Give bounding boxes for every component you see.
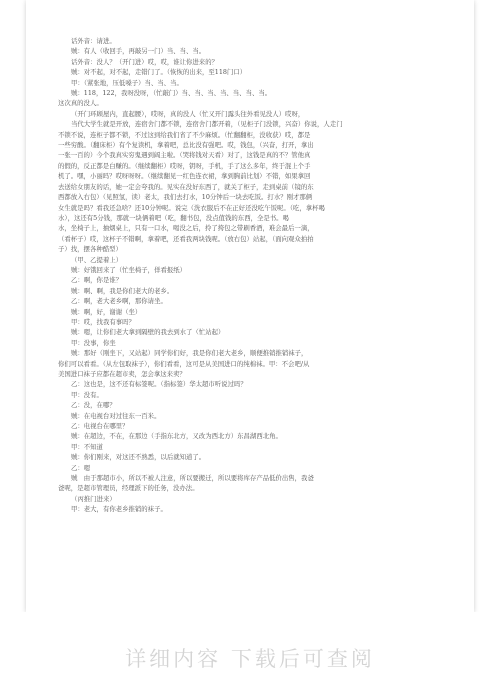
document-line: 美国进口袜子应都在超市卖，怎会拿这来卖？ bbox=[58, 370, 186, 378]
document-line: 这次真的没人。 bbox=[58, 99, 103, 108]
document-line: 水，坐椅子上，抽烟桌上，只有一口水，喝没之后，拎了挎包之带刷香酒，难会最后一滴， bbox=[58, 224, 314, 233]
document-line: 甲：（紧张地，压低嗓子）当、当、当。 bbox=[71, 78, 183, 87]
document-line: 爸呢，是超市管理员，经理派下的任务，没办法。 bbox=[58, 484, 199, 493]
document-line: 乙：这也是，这不还有标签呢。（指标签）华太超市听说过吗？ bbox=[71, 380, 247, 389]
document-line: 贼：在电视台对过往东一百米。 bbox=[71, 411, 161, 420]
document-line: 水），这还有5分钱，那就一块俩着吧（吃，翻书包，没点值钱的东西，全是书。喝 bbox=[58, 213, 289, 222]
document-line: 机了。嘿，小丽吗？哎呀呀呀。（继续翻见一红色连衣裙，拿到胸前比划）不错，如果拿回 bbox=[58, 172, 311, 181]
document-line: 甲：没事，你坐 bbox=[71, 338, 116, 347]
document-line: 的假的，反正都是白赚的。（继续翻柜）哎呀，钥呀，手机，手了这么多年，终于混上个手 bbox=[58, 161, 311, 170]
document-line: 贼：啊、啊，我是你们老大的老乡。 bbox=[71, 286, 174, 295]
document-line: 贼：嗯，让你们老大拿到隔壁的我去到水了（忙站起） bbox=[71, 328, 225, 337]
document-line: 当代大学生就是开放，连宿舍门都不锁，连宿舍门都开着，（见柜子门没锁，兴奋）你说，人走门 bbox=[71, 120, 343, 129]
document-line: 贼：对不起，对不起，走错门了。（恢恢的出来，至118门口） bbox=[71, 68, 247, 77]
document-line: 贼：好饿回来了（忙坐椅子，佯看报纸） bbox=[71, 265, 187, 274]
document-line: 甲：不知道 bbox=[71, 442, 103, 451]
document-body bbox=[58, 36, 394, 515]
document-line: 甲：老大，有你老乡推销的袜子。 bbox=[71, 505, 167, 514]
document-line: 乙：嗯 bbox=[71, 463, 91, 472]
document-line: （甲、乙提着上） bbox=[71, 255, 123, 264]
document-line: 贼：有人（收回手，再敲另一门）当、当、当。 bbox=[71, 47, 206, 56]
download-hint-text: 详细内容 下载后可查阅 bbox=[125, 647, 375, 671]
document-line: 子）找，摆各种酷型） bbox=[58, 245, 122, 254]
document-line: 你们可以看看。（从左包取袜子），你们看看，这可是从美国进口的纯棉袜。甲：不会吧/从 bbox=[58, 359, 310, 368]
document-line: 乙：没，在哪？ bbox=[71, 401, 116, 410]
document-line: 一些穷酸。（翻床柜）有个复读机，拿着吧，总比没有强吧。哎，钱包，（兴奋，打开，拿出 bbox=[58, 141, 314, 150]
document-line: 去送给女朋友的话，她一定会夸我的。见实在没好东西了，就关了柜子，走到桌前（镜的东 bbox=[58, 182, 314, 191]
document-line: （丙推门进来） bbox=[71, 494, 116, 503]
document-line: 甲：没有。 bbox=[71, 390, 103, 399]
document-line: 乙：啊，你是谁？ bbox=[71, 276, 123, 285]
document-line: 乙：电视台在哪里？ bbox=[71, 422, 129, 431]
document-line: 贼：你们刚来，对这还不熟悉，以后就知道了。 bbox=[71, 453, 206, 462]
document-line: （看杯子）哎，这杯子不错啊，拿着吧，还看我两块钱呢。（放右包）站起，（面向观众拍拍 bbox=[58, 234, 314, 243]
document-line: 甲：哎，找我有事吗？ bbox=[71, 317, 135, 326]
document-line: 不锁不说，连柜子都不锁，不过这到给我们省了不少麻烦。（忙翻翻柜，没收获）哎，都是 bbox=[58, 130, 311, 139]
document-line: 一张一百的）今个我真实穷鬼遇到阔主啦。（哭将钱对天看）对了，这钱是真的不？管他真 bbox=[58, 151, 311, 160]
document-line: 贼 由于那超市小，所以不被人注意，所以要搬迁，所以要将库存产品低价出售，我爸 bbox=[71, 474, 314, 483]
document-line: 贼：啊，好，谢谢（坐） bbox=[71, 307, 142, 316]
document-line: 女生就是吗？看我还急啥？还10分钟呢。说完（洗衣服后不在正好还没吃午饭呢。（吃，拿杯喝 bbox=[58, 203, 325, 212]
document-line: 贼：在超边，不在，在那边（手指东北方，又改为西北方）东昌湖西北角。 bbox=[71, 432, 282, 441]
document-line: 贼：那好（刚坐下，又站起）同学你们好，我是你们老大老乡，顺便推销推销袜子， bbox=[71, 349, 308, 358]
document-line: （开门环顾屋内，直起腰），哎呀，真的没人（忙又开门露头往外看见没人）哎呀， bbox=[71, 109, 305, 118]
document-line: 贼：118，122，我呀没呀，（忙敲门）当、当、当、当、当、当、当。 bbox=[71, 89, 272, 98]
document-line: 话外音：请进。 bbox=[71, 37, 116, 45]
document-line: 乙：啊，老大老乡啊，那你请坐。 bbox=[71, 297, 167, 306]
document-line: 西都放入右包）（见照氢，读）老太，我们去打水，10分钟后一块去吃饭。打水？刚才那俩 bbox=[58, 193, 313, 202]
document-line: 话外音：没人？（开门进）哎，哎，谁让你进来的？ bbox=[71, 57, 218, 66]
